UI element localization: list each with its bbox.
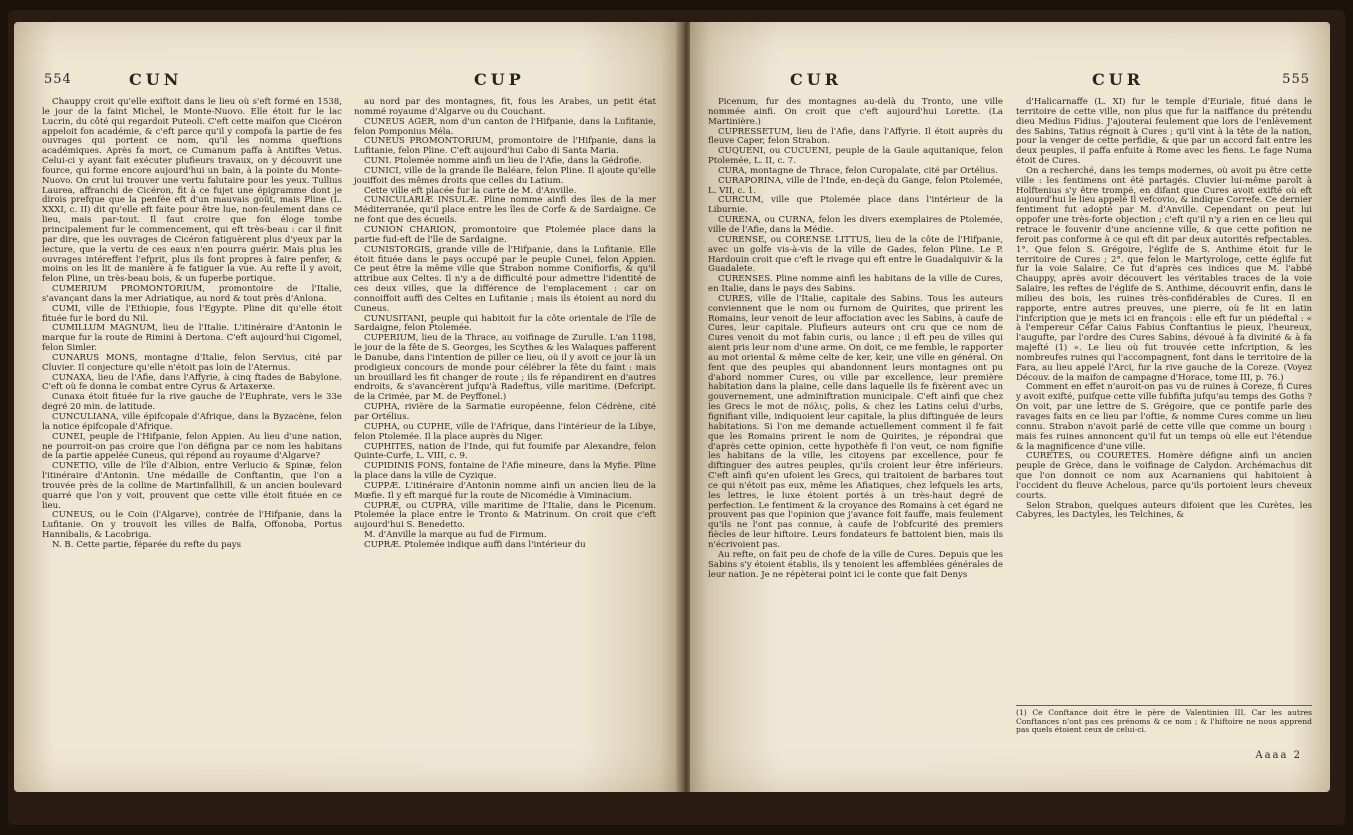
- right-page-column-a: [708, 98, 1003, 580]
- right-headword-first: CUR: [790, 70, 842, 89]
- entry-paragraph: CUQUENI, ou CUCUENI, peuple de la Gaule aquitanique, felon Ptolemée, L. II, c. 7.: [708, 146, 1003, 167]
- entry-paragraph: CURCUM, ville que Ptolemée place dans l'intérieur de la Liburnie.: [708, 195, 1003, 216]
- entry-paragraph: CUNICULARIÆ INSULÆ. Pline nomme ainfi des îles de la mer Méditerranée, qu'il place entre les îles de Corfe & de Sardaigne. Ce ne font que des écueils.: [354, 195, 656, 226]
- entry-paragraph: CUNEI, peuple de l'Hifpanie, felon Appien. Au lieu d'une nation, ne pourroit-on pas croire que l'on défigna par ce nom les habitans de la partie appelée Cuneus, qui répond au royaume d'Algarve?: [42, 431, 342, 462]
- entry-paragraph: CURES, ville de l'Italie, capitale des Sabins. Tous les auteurs conviennent que le nom ou furnom de Quirites, que prirent les Romains, leur venoit de leur affociation avec les Sabins, à caufe de Cures, leur capitale. Plufieurs auteurs ont cru que ce nom de Cures venoit du mot fabin curis, ou lance ; il eft peu de villes qui aient pris leur nom d'une arme. On doit, ce me femble, le rapporter au mot oriental & même celte de ker, keir, une ville en général. On fent que des peuples qui abandonnent leurs montagnes ont pu d'abord nommer Cures, ou ville par excellence, leur première habitation dans la plaine, celle dans laquelle ils fe fixèrent avec un gouvernement, une adminiftration municipale. C'eft ainfi que chez les Grecs le mot de πόλις, polis, & chez les Latins celui d'urbs, fignifiant ville, indiquoient leur capitale, la plus diftinguée de leurs habitations. Si l'on me demande actuellement comment il fe fait que les Romains prirent le nom de Quirites, je répondrai que d'après cette opinion, cette hypothèfe fi l'on veut, ce nom fignifie les habitans de la ville, les citoyens par excellence, pour fe diftinguer des autres peuples, qu'ils croient leur être inférieurs. C'eft ainfi qu'en ufoient les Grecs, qui traitoient de barbares tout ce qui n'étoit pas eux, même les Afiatiques, chez lefquels les arts, les lettres, le luxe étoient portés à un très-haut degré de perfection. Le fentiment & la croyance des Romains à cet égard ne prouvent pas que l'opinion que j'avance foit fauffe, mais feulement qu'ils ne l'ont pas connue, à caufe de l'obfcurité des premiers fiècles de leur hiftoire. Leurs fondateurs fe battoient bien, mais ils n'écrivoient pas.: [708, 293, 1003, 550]
- entry-paragraph: CUPHITES, nation de l'Inde, qui fut foumife par Alexandre, felon Quinte-Curfe, L. VIII, c. 9.: [354, 441, 656, 462]
- entry-paragraph: Cunaxa étoit fituée fur la rive gauche de l'Euphrate, vers le 33e degré 20 min. de latitude.: [42, 392, 342, 413]
- left-page-column-b: [354, 98, 656, 551]
- entry-paragraph: CUNION CHARION, promontoire que Ptolemée place dans la partie fud-eft de l'île de Sardaigne.: [354, 224, 656, 245]
- entry-paragraph: CURENA, ou CURNA, felon les divers exemplaires de Ptolemée, ville de l'Afie, dans la Médie.: [708, 215, 1003, 235]
- entry-paragraph: M. d'Anville la marque au fud de Firmum.: [364, 530, 547, 541]
- entry-paragraph: CUNICI, ville de la grande île Baléare, felon Pline. Il ajoute qu'elle jouiffoit des mêmes droits que celles du Latium.: [354, 165, 656, 186]
- entry-paragraph: CURENSE, ou CORENSE LITTUS, lieu de la côte de l'Hifpanie, avec un golfe vis-à-vis de la ville de Gades, felon Pline. Le P. Hardouin croit que c'eft le rivage qui eft entre le Guadalquivir & la Guadalete.: [708, 234, 1003, 275]
- entry-paragraph: CURENSES. Pline nomme ainfi les habitans de la ville de Cures, en Italie, dans le pays des Sabins.: [708, 274, 1003, 295]
- entry-paragraph: CUMI, ville de l'Ethiopie, fous l'Egypte. Pline dit qu'elle étoit fituée fur le bord du Nil.: [42, 303, 342, 324]
- entry-paragraph: On a recherché, dans les temps modernes, où avoit pu être cette ville : les fentimens ont été partagés. Cluvier lui-même paroît à Holftenius s'y être trompé, en difant que Cures avoit exifté où eft aujourd'hui le lieu appelé Il vefcovio, & indique Correfe. Ce dernier fentiment fut adopté par M. d'Anville. Cependant on peut lui oppofer une très-forte objection ; c'eft qu'il n'y a rien en ce lieu qui retrace le fouvenir d'une ancienne ville, & que cette pofition ne feroit pas conforme à ce qui eft dit par deux autorités refpectables. 1°. Que felon S. Grégoire, l'églife de S. Anthime étoit fur le territoire de Cures ; 2°. que felon le Martyrologe, cette églife fut fur la voie Salaire. Ce fut d'après ces indices que M. l'abbé Chauppy, après avoir découvert les véritables traces de la voie Salaire, les reftes de l'églife de S. Anthime, découvrit enfin, dans le milieu des bois, les ruines très-confidérables de Cures. Il en rapporte, entre autres preuves, une pierre, où fe lit en latin l'infcription que je mets ici en françois : elle eft fur un piédeftal : « à l'empereur Céfar Caius Fabius Conftantius le pieux, l'heureux, l'augufte, par l'ordre des Cures Sabins, dévoué à fa divinité & à fa majefté (1) ». Le lieu où fut trouvée cette infcription, & les nombreufes ruines qui l'accompagnent, font dans le territoire de la Fara, au lieu appelé l'Arci, fur la rive gauche de la Coreze. (Voyez Découv. de la maifon de campagne d'Horace, tome III, p. 76.): [1016, 165, 1312, 383]
- left-headword-second: CUP: [474, 70, 525, 89]
- entry-paragraph: Comment en effet n'auroit-on pas vu de ruines à Coreze, fi Cures y avoit exifté, puifque cette ville fubfifta jufqu'au temps des Goths ? On voit, par une lettre de S. Grégoire, que ce pontife parle des ravages faits en ce lieu par l'oftie, & nomme Cures comme un lieu connu. Strabon n'avoit parlé de cette ville que comme un bourg : mais fes ruines annoncent qu'il fut un temps où elle eut l'étendue & la magnificence d'une ville.: [1016, 382, 1312, 452]
- entry-paragraph: CUPERIUM, lieu de la Thrace, au voifinage de Zurulle. L'an 1198, le jour de la fête de S. Georges, les Scythes & les Walaques pafferent le Danube, dans l'intention de piller ce lieu, où il y avoit ce jour là un prodigieux concours de monde pour célébrer la fête du faint : mais un brouillard les fit changer de route ; ils fe répandirent en d'autres endroits, & s'avancèrent jufqu'à Radeftus, ville maritime. (Defcript. de la Crimée, par M. de Peyffonel.): [354, 333, 656, 403]
- entry-paragraph: CUNEUS PROMONTORIUM, promontoire de l'Hifpanie, dans la Lufitanie, felon Pline. C'eft aujourd'hui Cabo di Santa Maria.: [354, 136, 656, 157]
- left-page-column-a: [42, 98, 342, 551]
- entry-paragraph: CUNETIO, ville de l'île d'Albion, entre Verlucio & Spinæ, felon l'itinéraire d'Antonin. Une médaille de Conftantin, que l'on a trouvée près de la colline de Martinfallhill, & un ancien boulevard quarré que l'on y voit, prouvent que cette ville étoit fituée en ce lieu.: [42, 461, 342, 511]
- entry-paragraph: Picenum, fur des montagnes au-delà du Tronto, une ville nommée ainfi. On croit que c'eft aujourd'hui Lorette. (La Martinière.): [708, 97, 1003, 127]
- entry-paragraph: CURAPORINA, ville de l'Inde, en-deçà du Gange, felon Ptolemée, L. VII, c. 1.: [708, 175, 1003, 196]
- left-page-header: [44, 72, 644, 94]
- left-page-number: 554: [44, 72, 72, 87]
- entry-paragraph: CUNAXA, lieu de l'Afie, dans l'Affyrie, à cinq ftades de Babylone. C'eft où fe donna le combat entre Cyrus & Artaxerxe.: [42, 372, 342, 393]
- entry-paragraph: CUNEUS AGER, nom d'un canton de l'Hifpanie, dans la Lufitanie, felon Pomponius Méla.: [354, 116, 656, 137]
- entry-paragraph: CUPPÆ. L'itinéraire d'Antonin nomme ainfi un ancien lieu de la Mœfie. Il y eft marqué fur la route de Nicomédie à Viminacium.: [354, 480, 656, 501]
- entry-paragraph: d'Halicarnaffe (L. XI) fur le temple d'Euriale, fitué dans le territoire de cette ville, non plus que fur la naiffance du prétendu dieu Medius Fidius. J'ajouterai feulement que lors de l'enlèvement des Sabins, Tatius régnoit à Cures ; qu'il vint à la tête de la nation, pour la venger de cette perfidie, & que par un accord fait entre les deux peuples, il paffa enfuite à Rome avec les fiens. Le fage Numa étoit de Cures.: [1016, 97, 1312, 167]
- entry-paragraph: CUPHA, ou CUPHE, ville de l'Afrique, dans l'intérieur de la Libye, felon Ptolemée. Il la place auprès du Niger.: [354, 421, 656, 442]
- entry-paragraph: CUMERIUM PROMONTORIUM, promontoire de l'Italie, s'avançant dans la mer Adriatique, au nord & tout près d'Anlona.: [42, 284, 342, 304]
- entry-paragraph: CUPRESSETUM, lieu de l'Afie, dans l'Affyrie. Il étoit auprès du fleuve Caper, felon Strabon.: [708, 126, 1003, 147]
- right-page-number: 555: [1282, 72, 1310, 87]
- entry-paragraph: Chauppy croit qu'elle exiftoit dans le lieu où s'eft formé en 1538, le jour de la faint Michel, le Monte-Nuovo. Elle étoit fur le lac Lucrin, du côté qui regardoit Puteoli. C'eft cette maifon que Cicéron appeloit fon académie, & c'eft parce qu'il y compofa la partie de fes ouvrages qui portent ce nom, qu'il les nomma queftions académiques. Après fa mort, ce Cumanum paffa à Antiftes Vetus. Celui-ci y ayant fait exécuter plufieurs travaux, on y découvrit une fource, qui forme encore aujourd'hui un bain, à la pointe du Monte-Nuovo. On crut lui trouver une vertu falutaire pour les yeux. Tullius Laurea, affranchi de Cicéron, fit à ce fujet une épigramme dont je dirois prefque que la penfée eft d'un mauvais goût, mais Pline (L. XXXI, c. II) dit qu'elle eft faite pour être lue, non-feulement dans ce lieu, mais par-tout. Il faut croire que fon éloge tombe principalement fur le commencement, qui eft très-beau : car il finit par dire, que les ouvrages de Cicéron fatiguèrent plus d'yeux par la lecture, que la vertu de ces eaux n'en pourra guérir. Mais plus les ouvrages intéreffent l'efprit, plus ils font propres à faire penfer, & moins on les lit de manière à fe fatiguer la vue. Au refte il y avoit, felon Pline, un très-beau bois, & un fuperbe portique.: [42, 97, 342, 285]
- entry-paragraph: CUPRÆ, ou CUPRA, ville maritime de l'Italie, dans le Picenum. Ptolemée la place entre le Tronto & Matrinum. On croit que c'eft aujourd'hui S. Benedetto.: [354, 500, 656, 531]
- right-page-column-b: [1016, 98, 1312, 521]
- entry-paragraph: CUNCULIANA, ville épifcopale d'Afrique, dans la Byzacène, felon la notice épifcopale d'Afrique.: [42, 412, 342, 432]
- entry-paragraph: CUMILLUM MAGNUM, lieu de l'Italie. L'itinéraire d'Antonin le marque fur la route de Rimini à Dertona. C'eft aujourd'hui Cigomel, felon Simler.: [42, 323, 342, 354]
- entry-paragraph: CUNUSITANI, peuple qui habitoit fur la côte orientale de l'île de Sardaigne, felon Ptolemée.: [354, 313, 656, 334]
- entry-paragraph: Selon Strabon, quelques auteurs difoient que les Curètes, les Cabyres, les Dactyles, les Telchines, &: [1016, 500, 1312, 521]
- right-page: [690, 22, 1330, 792]
- entry-paragraph: CUPRÆ. Ptolemée indique auffi dans l'intérieur du: [364, 539, 586, 550]
- entry-paragraph: CURA, montagne de Thrace, felon Curopalate, cité par Ortélius.: [718, 165, 998, 176]
- entry-paragraph: CURETES, ou COURETES. Homère défigne ainfi un ancien peuple de Grèce, dans le voifinage de Calydon. Archémachus dit que l'on donnoit ce nom aux Acarnaniens qui habitoient à l'occident du fleuve Achelous, parce qu'ils portoient leurs cheveux courts.: [1016, 451, 1312, 501]
- left-page: [14, 22, 680, 792]
- entry-paragraph: CUNI. Ptolemée nomme ainfi un lieu de l'Afie, dans la Gédrofie.: [364, 156, 642, 167]
- entry-paragraph: CUNISTORGIS, grande ville de l'Hifpanie, dans la Lufitanie. Elle étoit fituée dans le pays occupé par le peuple Cunei, felon Appien. Ce peut être la même ville que Strabon nomme Conifiorfis, & qu'il attribue aux Celtes. Il n'y a de difficulté pour admettre l'identité de ces deux villes, que la différence de l'emplacement : car on connoiffoit auffi des Celtes en Lufitanie ; mais ils étoient au nord du Cuneus.: [354, 244, 656, 314]
- entry-paragraph: CUPHA, rivière de la Sarmatie européenne, felon Cédrène, cité par Ortélius.: [354, 402, 656, 422]
- entry-paragraph: Cette ville eft placée fur la carte de M. d'Anville.: [364, 185, 577, 196]
- right-page-header: [700, 72, 1310, 94]
- entry-paragraph: CUPIDINIS FONS, fontaine de l'Afie mineure, dans la Myfie. Pline la place dans la ville de Cyzique.: [354, 461, 656, 482]
- entry-paragraph: N. B. Cette partie, féparée du refte du pays: [52, 539, 242, 550]
- left-headword-first: CUN: [129, 70, 183, 89]
- entry-paragraph: Au refte, on fait peu de chofe de la ville de Cures. Depuis que les Sabins s'y étoient établis, ils y tenoient les affemblées générales de leur nation. Je ne répèterai point ici le conte que fait Denys: [708, 549, 1003, 580]
- footnote: (1) Ce Conftance doit être le père de Valentinien III. Car les autres Conftances n'ont pas ces prénoms & ce nom ; & l'hiftoire ne nous apprend pas quels étoient ceux de celui-ci.: [1016, 705, 1312, 735]
- right-headword-second: CUR: [1092, 70, 1144, 89]
- entry-paragraph: CUNEUS, ou le Coin (l'Algarve), contrée de l'Hifpanie, dans la Lufitanie. On y trouvoit les villes de Balfa, Offonoba, Portus Hannibalis, & Lacobriga.: [42, 510, 342, 541]
- entry-paragraph: CUNARUS MONS, montagne d'Italie, felon Servius, cité par Cluvier. Il conjecture qu'elle n'étoit pas loin de l'Aternus.: [42, 352, 342, 373]
- entry-paragraph: au nord par des montagnes, fit, fous les Arabes, un petit état nommé royaume d'Algarve ou du Couchant.: [354, 97, 656, 117]
- signature-mark: Aaaa 2: [1255, 750, 1302, 761]
